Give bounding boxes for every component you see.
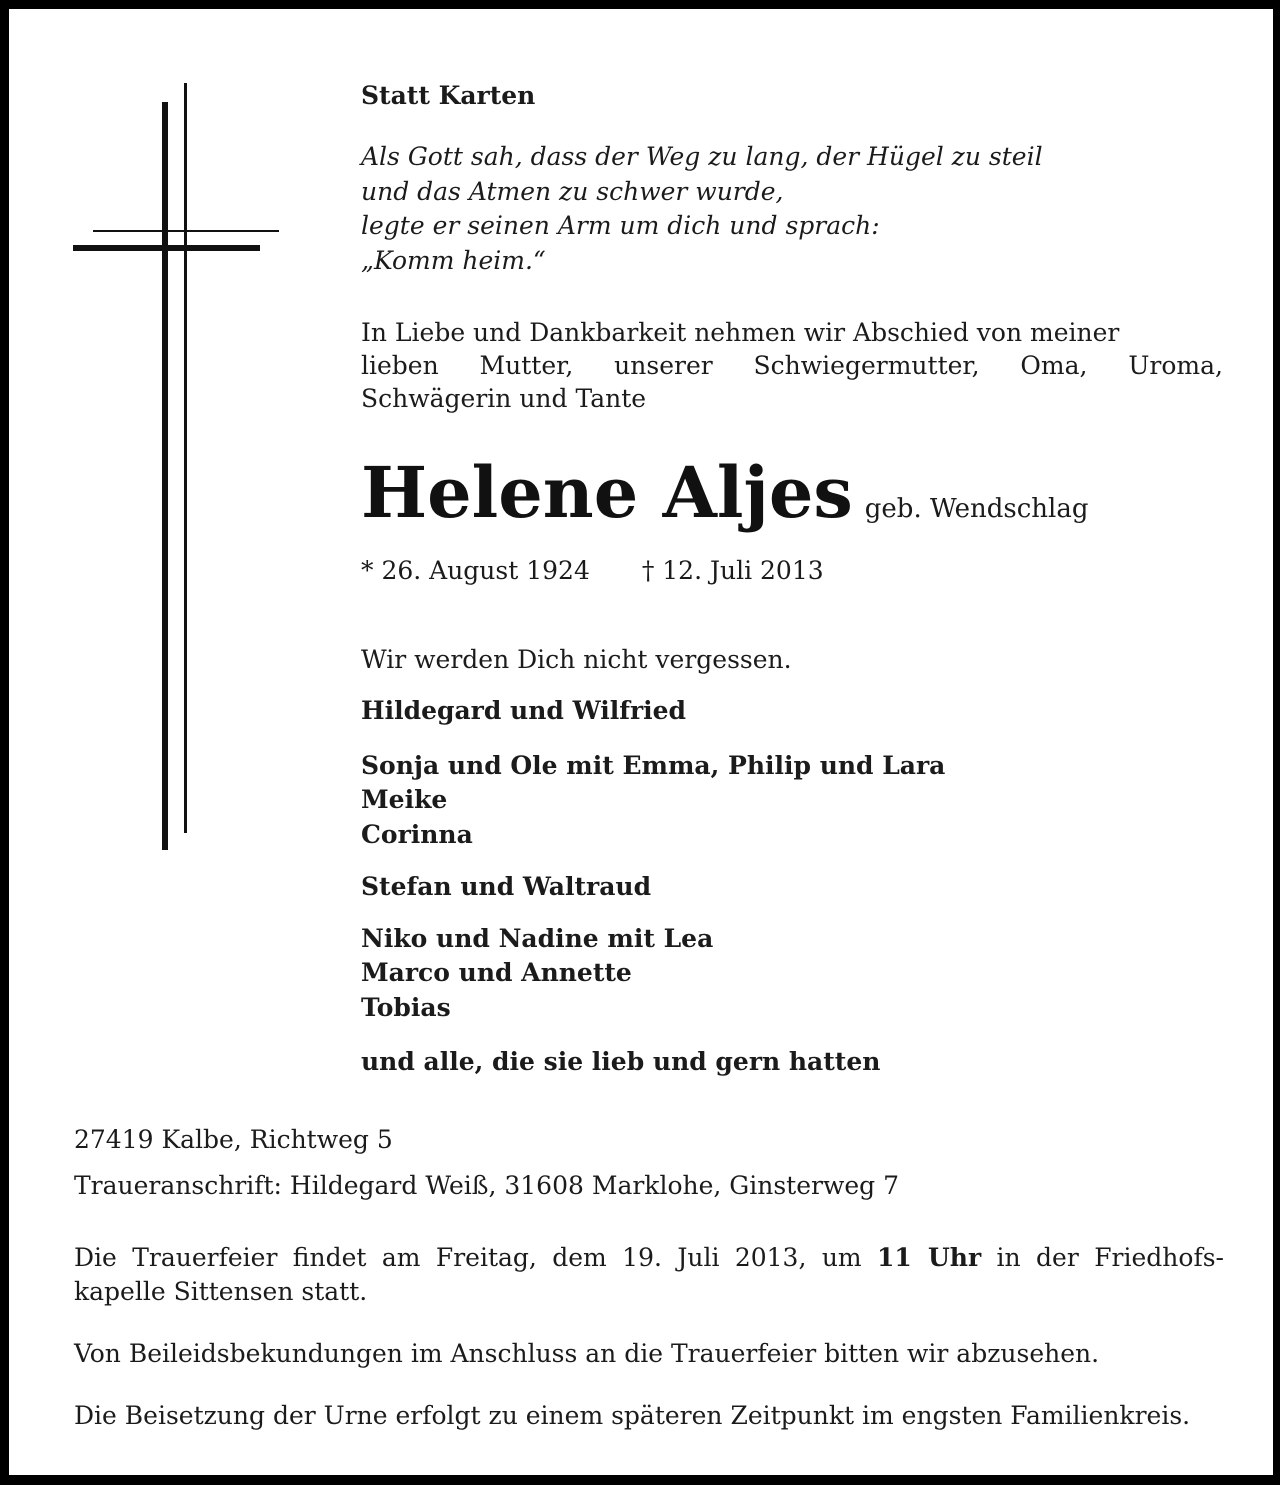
poem-line: Als Gott sah, dass der Weg zu lang, der Hügel zu steil	[361, 142, 1043, 171]
intro-line: lieben Mutter, unserer Schwiegermutter, Oma, Uroma,	[361, 351, 1223, 380]
funeral-time: 11 Uhr	[877, 1243, 982, 1272]
mourner-line: Hildegard und Wilfried	[361, 696, 687, 725]
statt-karten-heading: Statt Karten	[361, 81, 536, 110]
mourner-line: Marco und Annette	[361, 958, 632, 987]
mourning-address: Traueranschrift: Hildegard Weiß, 31608 Marklohe, Ginsterweg 7	[74, 1171, 900, 1200]
funeral-notice	[74, 1241, 1224, 1309]
mourner-line: Corinna	[361, 820, 473, 849]
mourner-line: Meike	[361, 785, 448, 814]
mourner-line: Sonja und Ole mit Emma, Philip und Lara	[361, 751, 946, 780]
poem-line: und das Atmen zu schwer wurde,	[361, 177, 784, 206]
intro-line: Schwägerin und Tante	[361, 384, 647, 413]
cross-horizontal-thick	[73, 245, 260, 251]
mourner-line: Tobias	[361, 993, 451, 1022]
mourners-closing: und alle, die sie lieb und gern hatten	[361, 1047, 881, 1076]
intro-paragraph	[361, 316, 1223, 415]
condolences-notice: Von Beileidsbekundungen im Anschluss an die Trauerfeier bitten wir abzusehen.	[74, 1339, 1100, 1368]
poem-line: legte er seinen Arm um dich und sprach:	[361, 211, 880, 240]
deceased-name: Helene Aljes	[361, 451, 853, 534]
remembrance-text: Wir werden Dich nicht vergessen.	[361, 645, 792, 674]
death-date: † 12. Juli 2013	[641, 556, 824, 585]
home-address: 27419 Kalbe, Richtweg 5	[74, 1125, 393, 1154]
cross-horizontal-thin	[93, 230, 279, 232]
cross-vertical-thin	[184, 83, 187, 833]
deceased-name-block	[361, 453, 1088, 533]
birth-date: * 26. August 1924	[361, 556, 590, 585]
life-dates	[361, 554, 824, 588]
intro-line: In Liebe und Dankbarkeit nehmen wir Abschied von meiner	[361, 318, 1120, 347]
mourner-line: Stefan und Waltraud	[361, 872, 652, 901]
poem-line: „Komm heim.“	[361, 246, 546, 275]
maiden-name: geb. Wendschlag	[864, 494, 1089, 524]
funeral-notice-line1: Die Trauerfeier findet am Freitag, dem 19. Juli 2013, um 11 Uhr in der Friedhofs-	[74, 1243, 1224, 1272]
burial-notice: Die Beisetzung der Urne erfolgt zu einem späteren Zeitpunkt im engsten Familienkreis.	[74, 1401, 1191, 1430]
funeral-notice-line2: kapelle Sittensen statt.	[74, 1277, 368, 1306]
mourner-line: Niko und Nadine mit Lea	[361, 924, 714, 953]
cross-vertical-thick	[162, 102, 168, 850]
